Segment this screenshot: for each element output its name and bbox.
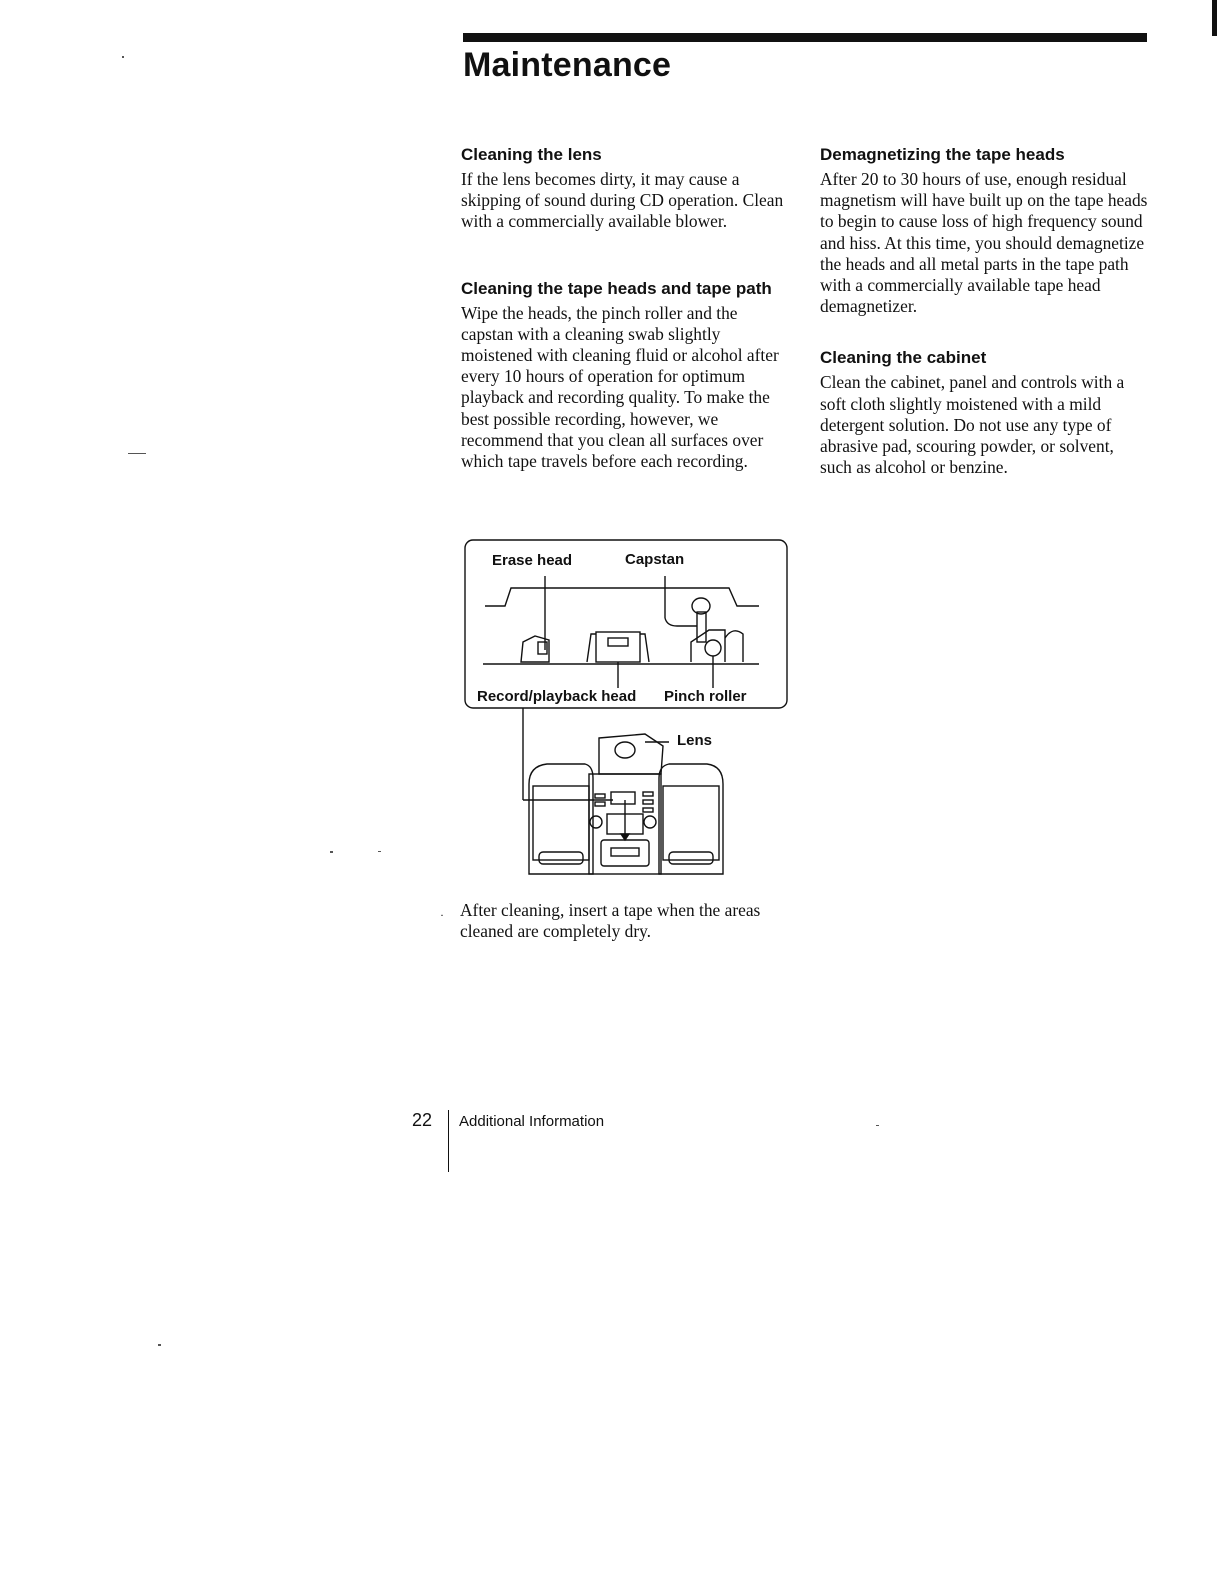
section-heading: Demagnetizing the tape heads — [820, 145, 1065, 164]
section-cleaning-lens — [461, 144, 791, 233]
section-cleaning-tape-heads — [461, 278, 791, 473]
label-lens: Lens — [677, 732, 713, 749]
after-cleaning-note — [460, 900, 790, 942]
label-capstan: Capstan — [625, 551, 685, 568]
scan-speck — [330, 851, 333, 853]
page-title: Maintenance — [463, 46, 672, 84]
diagram-drawing — [463, 538, 793, 883]
title-rule — [463, 33, 1147, 42]
page-number: 22 — [412, 1110, 433, 1130]
scan-speck — [128, 453, 146, 454]
section-body: Wipe the heads, the pinch roller and the capstan with a cleaning swab slightly moistened with cleaning fluid or alcohol after every 10 hours of operation for optimum playback and recording quality. To make the best possible recording, however, we recommend that you clean all surfaces over which tape travels before each recording. — [461, 302, 779, 472]
label-erase-head: Erase head — [492, 552, 573, 569]
page-edge-mark — [1212, 0, 1217, 36]
section-demagnetizing — [820, 144, 1150, 317]
right-column — [820, 144, 1150, 478]
label-record-playback-head: Record/playback head — [477, 688, 637, 705]
section-body: Clean the cabinet, panel and controls with a soft cloth slightly moistened with a mild detergent solution. Do not use any type of abrasive pad, scouring powder, or solvent, such as alcohol or benzine. — [820, 372, 1125, 478]
scan-speck — [122, 56, 124, 58]
section-body: After 20 to 30 hours of use, enough residual magnetism will have built up on the tape heads to begin to cause loss of high frequency sound and hiss. At this time, you should demagnetize the heads and all metal parts in the tape path with a commercially available tape head demagnetizer. — [820, 169, 1148, 317]
section-heading: Cleaning the tape heads and tape path — [461, 278, 772, 298]
footer-rule — [448, 1110, 449, 1172]
bullet-dot: · — [440, 908, 444, 922]
scan-speck — [876, 1125, 879, 1126]
label-pinch-roller: Pinch roller — [664, 688, 747, 705]
footer-section-title: Additional Information — [459, 1113, 605, 1130]
tape-deck-diagram — [463, 538, 793, 883]
scan-speck — [158, 1344, 161, 1346]
section-cleaning-cabinet — [820, 347, 1150, 478]
section-heading: Cleaning the lens — [461, 145, 602, 164]
scan-speck — [378, 851, 381, 852]
section-body: If the lens becomes dirty, it may cause a skipping of sound during CD operation. Clean with a commercially available blower. — [461, 169, 784, 232]
note-text: After cleaning, insert a tape when the areas cleaned are completely dry. — [460, 900, 761, 941]
section-heading: Cleaning the cabinet — [820, 348, 987, 368]
left-column — [461, 144, 791, 472]
